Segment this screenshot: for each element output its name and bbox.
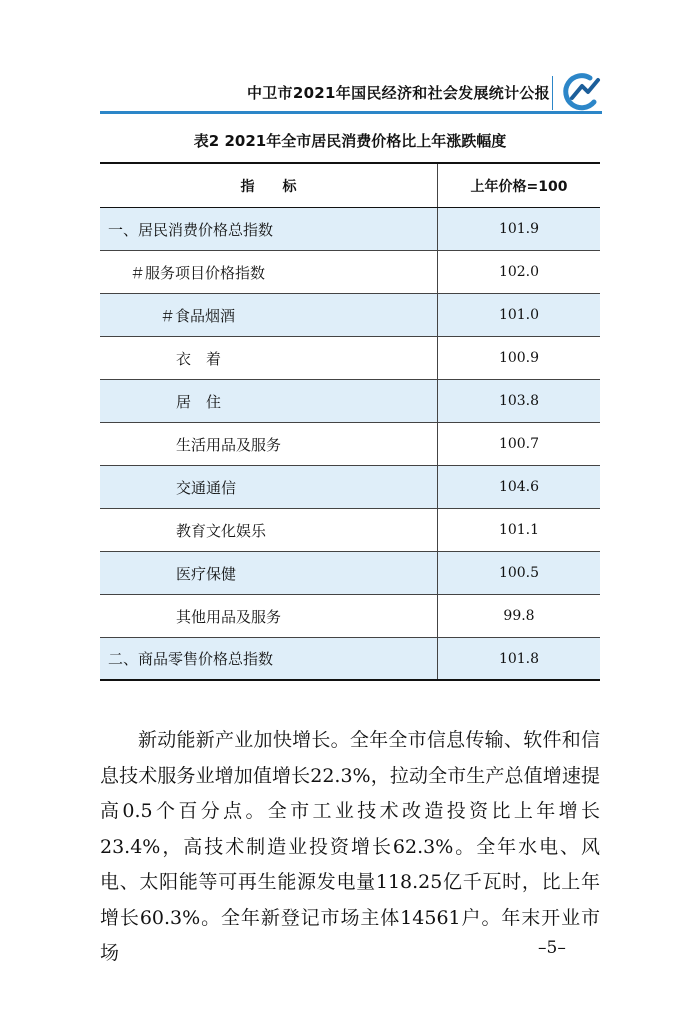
table-row — [100, 509, 600, 552]
row-label: 衣 着 — [100, 337, 438, 379]
row-label: ＃食品烟酒 — [100, 294, 438, 336]
header-separator — [552, 76, 553, 110]
page-number: –5– — [538, 938, 566, 958]
header-title: 中卫市2021年国民经济和社会发展统计公报 — [246, 84, 550, 102]
row-value: 100.9 — [498, 350, 540, 366]
column-header-indicator: 指 标 — [100, 164, 438, 207]
row-label: 一、居民消费价格总指数 — [100, 208, 438, 250]
row-label: 其他用品及服务 — [100, 595, 438, 637]
row-value: 104.6 — [498, 479, 540, 495]
row-label: 二、商品零售价格总指数 — [100, 638, 438, 679]
row-label: 交通通信 — [100, 466, 438, 508]
table-row — [100, 294, 600, 337]
table-row — [100, 595, 600, 638]
table-row — [100, 251, 600, 294]
row-value: 101.8 — [498, 650, 540, 667]
row-label: 生活用品及服务 — [100, 423, 438, 465]
table-row — [100, 638, 600, 681]
column-header-value: 上年价格=100 — [470, 178, 568, 195]
body-paragraph: 新动能新产业加快增长。全年全市信息传输、软件和信息技术服务业增加值增长22.3%，拉动全市生产总值增速提高0.5个百分点。全市工业技术改造投资比上年增长23.4%，高技术制造业投资增长62.3%。全年水电、风电、太阳能等可再生能源发电量118.25亿千瓦时，比上年增长60.3%。全年新登记市场主体14561户。年末开业市场 — [100, 729, 600, 964]
row-label: 教育文化娱乐 — [100, 509, 438, 551]
row-value: 100.5 — [498, 565, 540, 581]
table-row — [100, 552, 600, 595]
row-label: ＃服务项目价格指数 — [100, 251, 438, 293]
header-rule — [100, 111, 602, 114]
row-value: 99.8 — [503, 608, 535, 624]
row-value: 101.0 — [498, 307, 540, 323]
table-row — [100, 466, 600, 509]
row-value: 100.7 — [498, 436, 540, 452]
row-value: 102.0 — [498, 264, 540, 280]
table-row — [100, 380, 600, 423]
row-label: 居 住 — [100, 380, 438, 422]
row-value: 101.1 — [498, 522, 540, 538]
table-header-row — [100, 162, 600, 208]
row-value: 101.9 — [498, 221, 540, 237]
table-title: 表2 2021年全市居民消费价格比上年涨跌幅度 — [193, 132, 507, 150]
price-index-table — [100, 162, 600, 681]
table-row — [100, 423, 600, 466]
row-value: 103.8 — [498, 393, 540, 409]
table-row — [100, 337, 600, 380]
row-label: 医疗保健 — [100, 552, 438, 594]
statistics-logo-icon — [560, 72, 604, 112]
table-row — [100, 208, 600, 251]
